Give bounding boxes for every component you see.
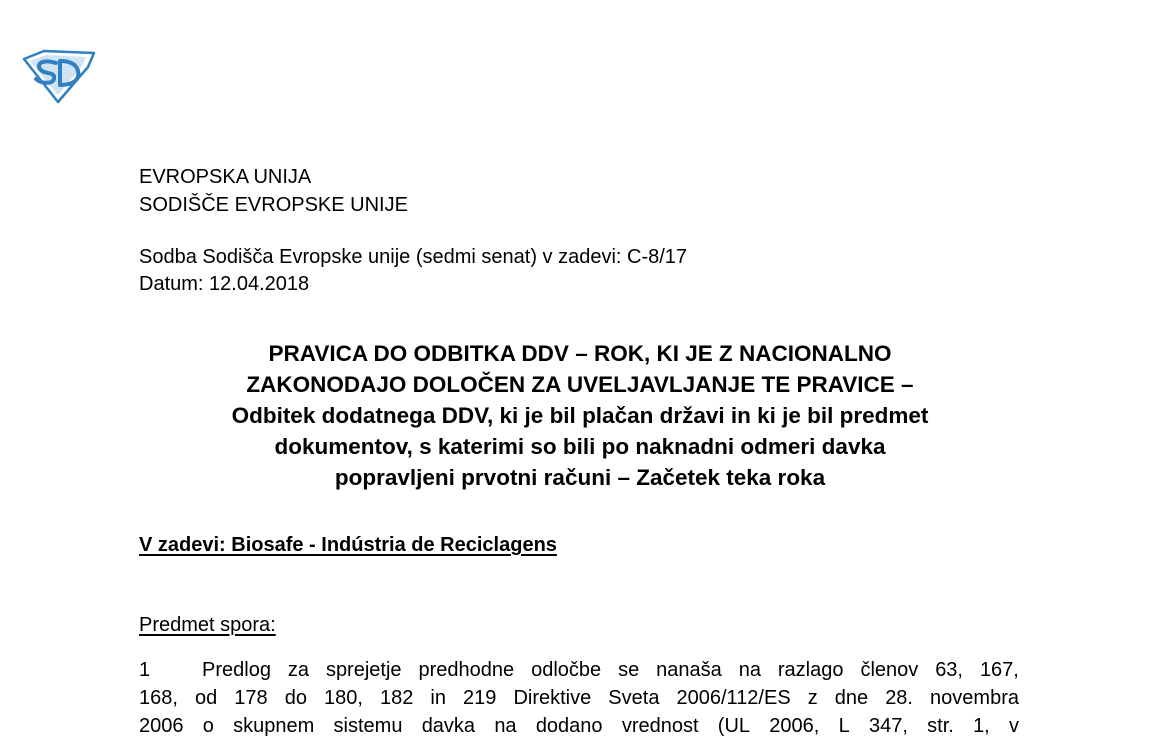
word: razlago [777, 659, 844, 681]
title-line: PRAVICA DO ODBITKA DDV – ROK, KI JE Z NACIONALNO [268, 341, 892, 366]
word: skupnem [233, 715, 315, 737]
word: predhodne [418, 659, 515, 681]
word: vrednost [621, 715, 699, 737]
paragraph-line [202, 656, 1019, 684]
word: 178 [234, 687, 268, 709]
paragraph-line [139, 712, 1019, 740]
word: nanaša [656, 659, 722, 681]
word: novembra [930, 687, 1019, 709]
paragraph-line [139, 684, 1019, 712]
word: 347, [868, 715, 908, 737]
word: Sveta [608, 687, 660, 709]
word: dodano [535, 715, 603, 737]
word: 167, [979, 659, 1019, 681]
word: na [738, 659, 761, 681]
word: (UL [717, 715, 751, 737]
word: 2006/112/ES [676, 687, 791, 709]
word: od [194, 687, 218, 709]
title-line: dokumentov, s katerimi so bili po naknadni odmeri davka [274, 434, 886, 459]
word: dne [834, 687, 869, 709]
judgment-line: Sodba Sodišča Evropske unije (sedmi senat) v zadevi: C-8/17 [139, 246, 688, 268]
word: do [284, 687, 307, 709]
word: sistemu [333, 715, 403, 737]
word: členov [860, 659, 919, 681]
title-line: Odbitek dodatnega DDV, ki je bil plačan državi in ki je bil predmet [231, 403, 929, 428]
word: 2006, [769, 715, 820, 737]
paragraph-1 [139, 656, 1019, 740]
title-line: popravljeni prvotni računi – Začetek teka roka [334, 465, 826, 490]
word: o [202, 715, 214, 737]
title-line: ZAKONODAJO DOLOČEN ZA UVELJAVLJANJE TE PRAVICE – [246, 372, 914, 397]
sd-shield-icon [22, 49, 96, 104]
word: 2006 [139, 715, 184, 737]
word: 1, [973, 715, 990, 737]
word: na [494, 715, 517, 737]
word: Predlog [202, 659, 271, 681]
word: 219 [463, 687, 497, 709]
word: se [618, 659, 640, 681]
word: v [1009, 715, 1019, 737]
court-logo [22, 49, 96, 104]
word: L [838, 715, 850, 737]
word: 28. [885, 687, 913, 709]
word: odločbe [531, 659, 602, 681]
word: str. [927, 715, 954, 737]
paragraph-number: 1 [139, 659, 151, 681]
document-title [140, 338, 1020, 493]
word: 63, [935, 659, 963, 681]
word: sprejetje [325, 659, 402, 681]
word: 180, [324, 687, 363, 709]
word: 168, [139, 687, 178, 709]
word: in [430, 687, 446, 709]
word: davka [421, 715, 476, 737]
word: Direktive [513, 687, 592, 709]
case-heading: V zadevi: Biosafe - Indústria de Reciclagens [139, 534, 557, 556]
word: 182 [379, 687, 414, 709]
subject-heading: Predmet spora: [139, 614, 276, 636]
header-line-1: EVROPSKA UNIJA [139, 166, 312, 188]
header-line-2: SODIŠČE EVROPSKE UNIJE [139, 194, 408, 216]
word: za [287, 659, 309, 681]
judgment-date: Datum: 12.04.2018 [139, 273, 310, 295]
word: z [807, 687, 818, 709]
